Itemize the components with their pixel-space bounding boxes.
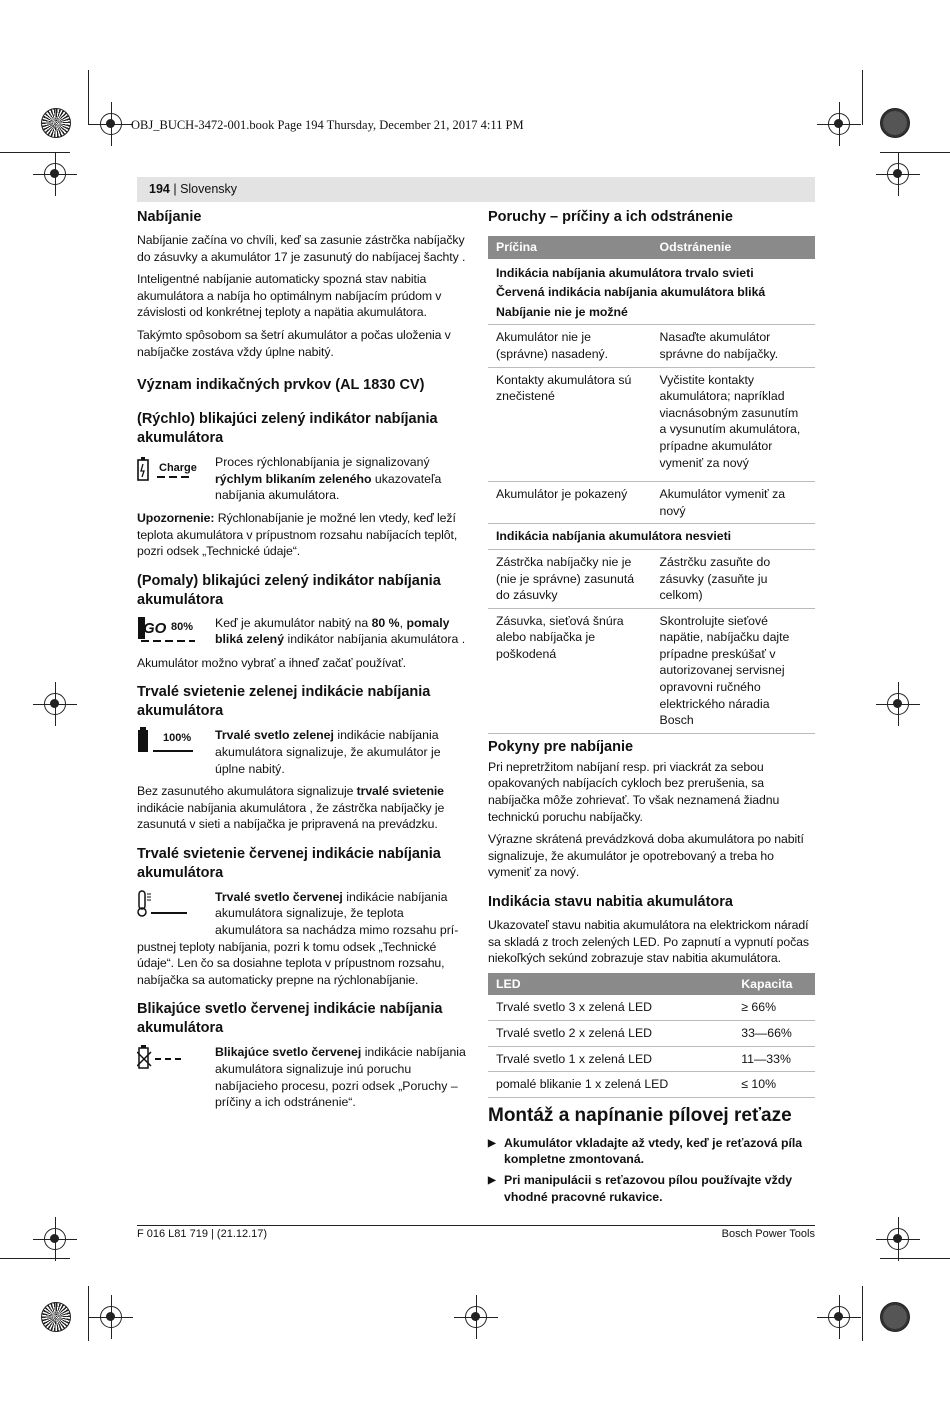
left-column bbox=[137, 208, 467, 1117]
footer-rule bbox=[137, 1225, 815, 1226]
indicator-steady-red bbox=[137, 889, 467, 939]
heading-blikajuce-cervene: Blikajúce svetlo červenej indikácie nabíjania akumulátora bbox=[137, 1001, 443, 1037]
text-bold: trvalé svietenie bbox=[356, 784, 444, 799]
table-row bbox=[488, 367, 815, 482]
table-row bbox=[488, 482, 815, 524]
registration-rosette-bottom-left bbox=[41, 1302, 71, 1332]
text-bold: Trvalé svetlo červenej bbox=[215, 889, 343, 904]
table-cell-capacity: ≥ 66% bbox=[733, 995, 815, 1020]
troubleshooting-table bbox=[488, 236, 815, 734]
page-number: 194 bbox=[149, 182, 170, 196]
led-capacity-table bbox=[488, 973, 815, 1098]
hundred-icon-label: 100% bbox=[163, 732, 192, 745]
registration-rosette-bottom-right bbox=[880, 1302, 910, 1332]
table-cell-cause: Zásuvka, sieťová šnúra alebo nabíjačka je poškodená bbox=[488, 608, 652, 733]
battery-100-icon bbox=[137, 727, 215, 761]
note-text: Rýchlonabíjanie je možné len vtedy, keď leží teplota akumulátora v prípustnom rozsahu nabíjacích teplôt, pozri odsek „Technické údaje“. bbox=[137, 510, 458, 559]
table-cell-cause: Akumulátor nie je (správne) nasadený. bbox=[488, 325, 652, 367]
table-section-title: Červená indikácia nabíjania akumulátora bliká bbox=[496, 285, 766, 300]
paragraph: Takýmto spôsobom sa šetrí akumulátor a počas uloženia v nabíjačke zostáva vždy úplne nabitý. bbox=[137, 327, 451, 359]
go-icon-text: GO bbox=[143, 619, 167, 637]
paragraph: Ukazovateľ stavu nabitia akumulátora na elektrickom náradí sa skladá z troch zelených LED. Po zapnutí a vypnutí počas niekoľkých sekúnd zobrazuje stav nabitia akumulátora. bbox=[488, 918, 809, 966]
text-bold: pomaly bliká zelený bbox=[215, 615, 450, 647]
text: Proces rýchlonabíjania je signalizovaný bbox=[215, 455, 430, 470]
registration-mark bbox=[465, 1306, 487, 1328]
note-paragraph bbox=[137, 510, 467, 560]
table-header-led: LED bbox=[488, 973, 733, 996]
table-header-fix: Odstránenie bbox=[652, 236, 816, 259]
registration-mark bbox=[44, 693, 66, 715]
text-bold: rýchlym blikaním zeleného bbox=[215, 471, 372, 486]
table-cell-capacity: ≤ 10% bbox=[733, 1072, 815, 1098]
footer-brand: Bosch Power Tools bbox=[721, 1228, 815, 1240]
paragraph: Akumulátor možno vybrať a ihneď začať používať. bbox=[137, 655, 406, 670]
registration-mark bbox=[828, 1306, 850, 1328]
table-header-capacity: Kapacita bbox=[733, 973, 815, 996]
crop-line bbox=[862, 1286, 863, 1341]
text: Keď je akumulátor nabitý na bbox=[215, 615, 372, 630]
table-row bbox=[488, 1072, 815, 1098]
table-header-cause: Príčina bbox=[488, 236, 652, 259]
text-bold: Blikajúce svetlo červenej bbox=[215, 1045, 362, 1060]
heading-stav: Indikácia stavu nabitia akumulátora bbox=[488, 894, 733, 910]
table-cell-cause: Kontakty akumulátora sú znečistené bbox=[488, 367, 652, 482]
paragraph: pustnej teploty nabíjania, pozri k tomu odsek „Technické údaje“. Len čo sa dosiahne teplota v prípustnom rozsahu, nabíjačka sa automaticky prepne na rýchlonabíjanie. bbox=[137, 939, 445, 987]
heading-rychlo: (Rýchlo) blikajúci zelený indikátor nabíjania akumulátora bbox=[137, 411, 438, 447]
heading-trvale-cervene: Trvalé svietenie červenej indikácie nabíjania akumulátora bbox=[137, 845, 441, 881]
list-item bbox=[488, 1172, 815, 1205]
registration-mark bbox=[100, 1306, 122, 1328]
table-row bbox=[488, 608, 815, 733]
page-header bbox=[137, 177, 815, 202]
charge-icon-label: Charge bbox=[159, 462, 197, 475]
thermometer-icon bbox=[137, 889, 215, 923]
paragraph: Nabíjanie začína vo chvíli, keď sa zasunie zástrčka nabíjačky do zásuvky a akumulátor 17 je zasunutý do nabíjacej šachty . bbox=[137, 233, 466, 264]
battery-go-80-icon bbox=[137, 615, 215, 649]
table-row bbox=[488, 1020, 815, 1046]
header-separator: | bbox=[169, 182, 181, 196]
heading-pokyny: Pokyny pre nabíjanie bbox=[488, 738, 634, 755]
table-cell-fix: Nasaďte akumulátor správne do nabíjačky. bbox=[652, 325, 816, 367]
eighty-icon-label: 80% bbox=[171, 620, 194, 633]
table-row bbox=[488, 995, 815, 1020]
table-row bbox=[488, 325, 815, 367]
text: indikácie nabíjania akumulátora signalizuje inú poruchu nabíjacieho procesu, pozri odsek „Poruchy – príčiny a ich odstránenie“. bbox=[215, 1045, 466, 1110]
footer-document-code: F 016 L81 719 | (21.12.17) bbox=[137, 1228, 268, 1240]
battery-charge-blink-icon bbox=[137, 454, 215, 488]
indicator-slow-blink bbox=[137, 615, 467, 649]
heading-montaz: Montáž a napínanie pílovej reťaze bbox=[488, 1104, 792, 1126]
table-cell-led: Trvalé svetlo 2 x zelená LED bbox=[488, 1020, 733, 1046]
crop-line bbox=[862, 70, 863, 125]
table-cell-led: Trvalé svetlo 1 x zelená LED bbox=[488, 1046, 733, 1072]
text: indikácie nabíjania akumulátora , že zástrčka nabíjačky je zasunutá v sieti a nabíjačka je pripravená na prevádzku. bbox=[137, 800, 445, 832]
registration-mark bbox=[887, 693, 909, 715]
text-bold: 80 % bbox=[371, 615, 400, 630]
right-column bbox=[488, 208, 815, 1209]
table-cell-cause: Akumulátor je pokazený bbox=[488, 482, 652, 524]
paragraph: Pri nepretržitom nabíjaní resp. pri viackrát za sebou opakovaných nabíjacích cykloch bez prerušenia, sa nabíjačka môže zohrievať. To však neznamená žiadnu technickú poruchu nabíjačky. bbox=[488, 759, 780, 824]
registration-mark bbox=[887, 163, 909, 185]
table-cell-fix: Zástrčku zasuňte do zásuvky (zasuňte ju celkom) bbox=[652, 549, 816, 608]
text: ukazovateľa nabíjania akumulátora. bbox=[215, 471, 442, 503]
table-cell-led: pomalé blikanie 1 x zelená LED bbox=[488, 1072, 733, 1098]
table-row bbox=[488, 549, 815, 608]
header-language: Slovensky bbox=[180, 182, 238, 196]
paragraph: Inteligentné nabíjanie automaticky spozná stav nabitia akumulátora a nabíja ho optimálnym nabíjacím prúdom v závislosti od konkrétnej teploty a napätia akumulátora. bbox=[137, 272, 442, 320]
crop-line bbox=[0, 152, 70, 153]
note-label: Upozornenie: bbox=[137, 510, 215, 525]
bullet-text: Akumulátor vkladajte až vtedy, keď je reťazová píla kompletne zmontovaná. bbox=[504, 1135, 803, 1167]
registration-mark bbox=[44, 163, 66, 185]
crop-line bbox=[88, 70, 89, 125]
registration-mark bbox=[44, 1228, 66, 1250]
registration-mark bbox=[100, 113, 122, 135]
heading-vyznam: Význam indikačných prvkov (AL 1830 CV) bbox=[137, 377, 425, 394]
battery-error-icon bbox=[137, 1044, 215, 1078]
table-cell-fix: Skontrolujte sieťové napätie, nabíjačku dajte prípadne preskúšať v autorizovanej servisnej opravovni ručného elektrického náradia Bosch bbox=[652, 608, 816, 733]
book-info-line: OBJ_BUCH-3472-001.book Page 194 Thursday, December 21, 2017 4:11 PM bbox=[131, 118, 524, 132]
table-section-title: Indikácia nabíjania akumulátora nesvieti bbox=[488, 524, 815, 550]
registration-rosette-top-left bbox=[41, 108, 71, 138]
registration-mark bbox=[828, 113, 850, 135]
indicator-blink-red bbox=[137, 1044, 467, 1110]
heading-nabijanie: Nabíjanie bbox=[137, 209, 202, 225]
table-cell-led: Trvalé svetlo 3 x zelená LED bbox=[488, 995, 733, 1020]
triangle-bullet-icon: ▶ bbox=[488, 1174, 496, 1186]
paragraph: Výrazne skrátená prevádzková doba akumulátora po nabití signalizuje, že akumulátor je opotrebovaný a treba ho vymeniť za nový. bbox=[488, 832, 804, 880]
text: indikácie nabíjania akumulátora signalizuje, že akumulátor je úplne nabitý. bbox=[215, 728, 441, 776]
text: , bbox=[399, 615, 407, 630]
registration-rosette-top-right bbox=[880, 108, 910, 138]
crop-line bbox=[0, 1258, 70, 1259]
crop-line bbox=[880, 152, 950, 153]
crop-line bbox=[88, 1286, 89, 1341]
list-item bbox=[488, 1135, 815, 1168]
table-cell-fix: Vyčistite kontakty akumulátora; napríklad viacnásobným zasunutím a vysunutím akumulátora, prípadne akumulátor vymeniť za nový bbox=[652, 367, 816, 482]
triangle-bullet-icon: ▶ bbox=[488, 1137, 496, 1149]
indicator-fast-blink bbox=[137, 454, 467, 504]
table-row bbox=[488, 1046, 815, 1072]
table-section-title: Indikácia nabíjania akumulátora trvalo svieti bbox=[496, 265, 754, 280]
registration-mark bbox=[887, 1228, 909, 1250]
heading-poruchy: Poruchy – príčiny a ich odstránenie bbox=[488, 209, 733, 225]
text: indikátor nabíjania akumulátora . bbox=[284, 632, 466, 647]
bullet-text: Pri manipulácii s reťazovou pílou používajte vždy vhodné pracovné rukavice. bbox=[504, 1172, 793, 1204]
table-cell-capacity: 33—66% bbox=[733, 1020, 815, 1046]
text-bold: Trvalé svetlo zelenej bbox=[215, 728, 334, 743]
crop-line bbox=[880, 1258, 950, 1259]
indicator-steady-green bbox=[137, 727, 467, 777]
heading-trvale-zelene: Trvalé svietenie zelenej indikácie nabíjania akumulátora bbox=[137, 684, 431, 720]
heading-pomaly: (Pomaly) blikajúci zelený indikátor nabíjania akumulátora bbox=[137, 572, 441, 608]
text: Bez zasunutého akumulátora signalizuje bbox=[137, 784, 357, 799]
text: indikácie nabíjania akumulátora signalizuje, že teplota akumulátora sa nachádza mimo rozsahu prí- bbox=[215, 889, 459, 938]
paragraph bbox=[137, 783, 467, 833]
table-cell-capacity: 11—33% bbox=[733, 1046, 815, 1072]
table-section-title: Nabíjanie nie je možné bbox=[488, 302, 815, 325]
table-cell-cause: Zástrčka nabíjačky nie je (nie je správne) zasunutá do zásuvky bbox=[488, 549, 652, 608]
table-cell-fix: Akumulátor vymeniť za nový bbox=[652, 482, 816, 524]
